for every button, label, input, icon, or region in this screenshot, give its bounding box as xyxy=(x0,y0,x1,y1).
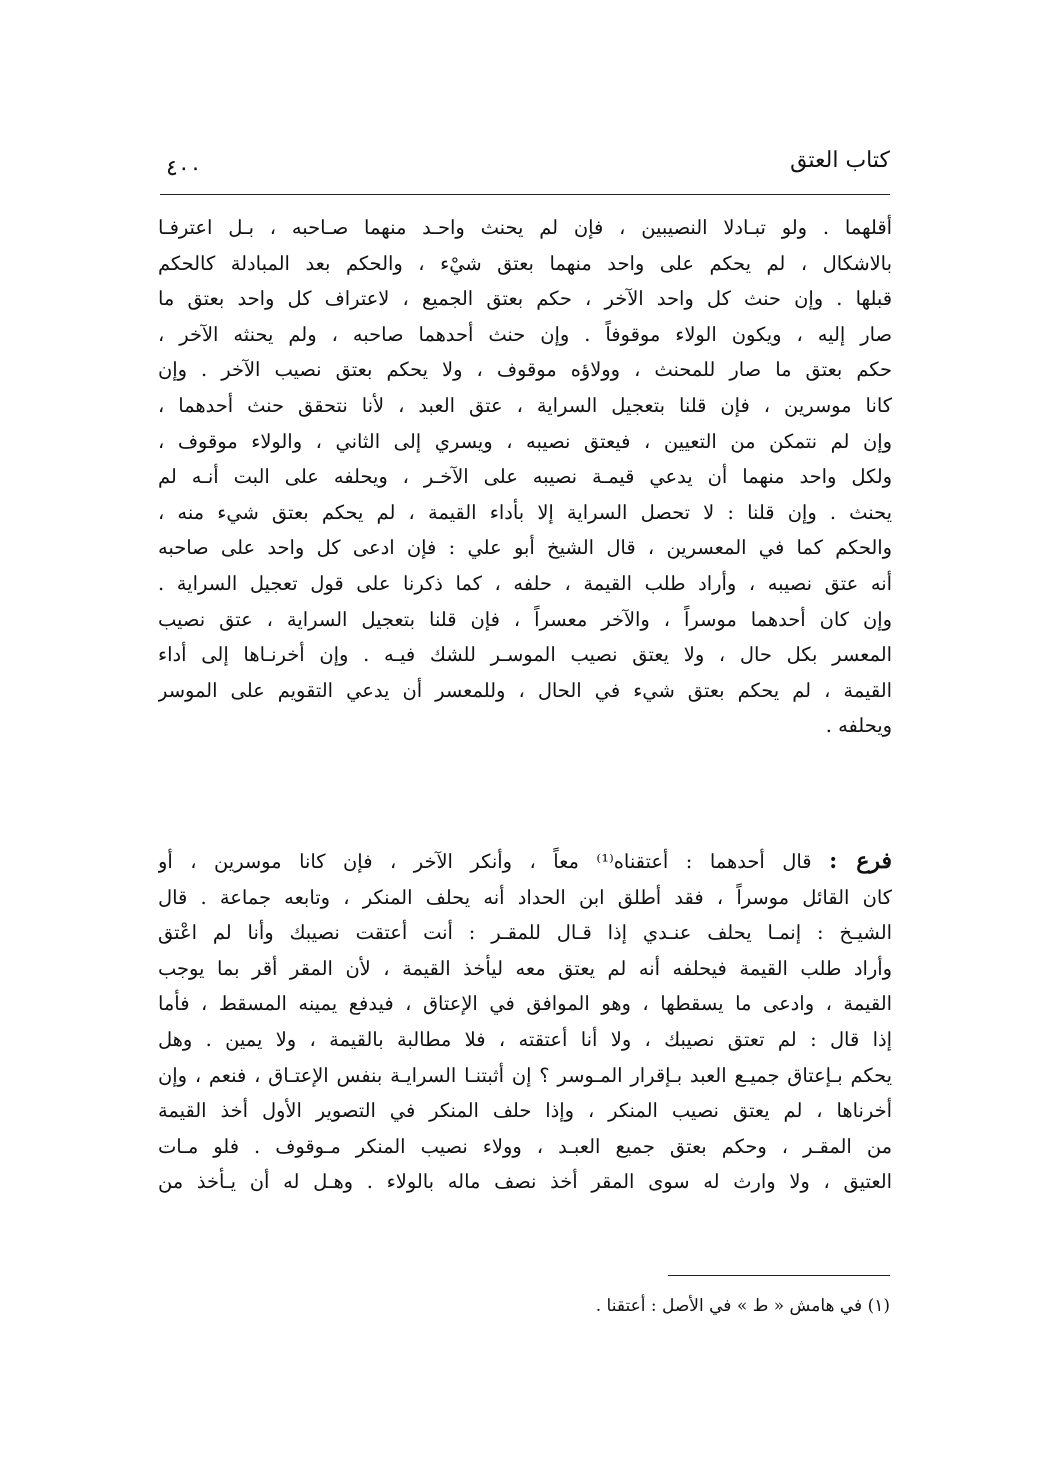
text-line: كانا موسرين ، فإن قلنا بتعجيل السراية ، عتق العبد ، لأنا نتحقق حنث أحدهما ، xyxy=(158,393,892,417)
running-title: كتاب العتق xyxy=(790,148,890,173)
paragraph-1 xyxy=(158,210,892,744)
section-label: فرع : xyxy=(829,848,892,874)
footnote-divider xyxy=(668,1275,890,1276)
text-line: العتيق ، ولا وارث له سوى المقر أخذ نصف ماله بالولاء . وهـل له أن يـأخذ من xyxy=(158,1170,892,1194)
text-line: كان القائل موسراً ، فقد أطلق ابن الحداد أنه يحلف المنكر ، وتابعه جماعة . قال xyxy=(158,885,892,909)
footnote: (١) في هامش « ط » في الأصل : أعتقنا . xyxy=(595,1296,890,1316)
text-line: إذا قال : لم تعتق نصيبك ، ولا أنا أعتقته ، فلا مطالبة بالقيمة ، ولا يمين . وهل xyxy=(158,1027,892,1051)
text-line: حكم بعتق ما صار للمحنث ، وولاؤه موقوف ، ولا يحكم بعتق نصيب الآخر . وإن xyxy=(158,358,892,382)
paragraph-2 xyxy=(158,844,892,1200)
text-line: أقلهما . ولو تبـادلا النصيبين ، فإن لم يحنث واحـد منهما صـاحبه ، بـل اعترفـا xyxy=(158,216,892,239)
text-line: من المقـر ، وحكم بعتق جميع العبـد ، وولاء نصيب المنكر مـوقوف . فلو مـات xyxy=(158,1134,892,1158)
text-line: صار إليه ، ويكون الولاء موقوفاً . وإن حنث أحدهما صاحبه ، ولم يحنثه الآخر ، xyxy=(158,322,892,346)
text-line xyxy=(158,844,892,880)
text-line: المعسر بكل حال ، ولا يعتق نصيب الموسـر للشك فيـه . وإن أخرنـاها إلى أداء xyxy=(158,643,892,667)
text-line: ويحلفه . xyxy=(825,714,892,738)
text-line: أخرناها ، لم يعتق نصيب المنكر ، وإذا حلف المنكر في التصوير الأول أخذ القيمة xyxy=(158,1099,892,1123)
text-line: الشيـخ : إنمـا يحلف عنـدي إذا قـال للمقـر : أنت أعتقت نصيبك وأنا لم اعْتق xyxy=(158,921,892,945)
text-line: يحنث . وإن قلنا : لا تحصل السراية إلا بأداء القيمة ، لم يحكم بعتق شيء منه ، xyxy=(158,500,892,524)
text-line: وإن لم نتمكن من التعيين ، فيعتق نصيبه ، ويسري إلى الثاني ، والولاء موقوف ، xyxy=(158,429,892,453)
text-line: والحكم كما في المعسرين ، قال الشيخ أبو علي : فإن ادعى كل واحد على صاحبه xyxy=(158,536,892,560)
text-line: القيمة ، لم يحكم بعتق شيء في الحال ، وللمعسر أن يدعي التقويم على الموسر xyxy=(158,678,892,702)
text-line: بالاشكال ، لم يحكم على واحد منهما بعتق شيْء ، والحكم بعد المبادلة كالحكم xyxy=(158,251,892,275)
text-line: القيمة ، وادعى ما يسقطها ، وهو الموافق في الإعتاق ، فيدفع يمينه المسقط ، فأما xyxy=(158,992,892,1016)
text-line: ولكل واحد منهما أن يدعي قيمـة نصيبه على الآخـر ، ويحلفه على البت أنـه لم xyxy=(158,465,892,489)
text-line: وأراد طلب القيمة فيحلفه أنه لم يعتق معه ليأخذ القيمة ، لأن المقر أقر بما يوجب xyxy=(158,956,892,980)
header-divider xyxy=(160,194,890,195)
text-line: قبلها . وإن حنث كل واحد الآخر ، حكم بعتق الجميع ، لاعتراف كل واحد بعتق ما xyxy=(158,287,892,311)
text-line-rest: قال أحدهما : أعتقناه⁽¹⁾ معاً ، وأنكر الآخر ، فإن كانا موسرين ، أو xyxy=(158,850,812,873)
text-line: وإن كان أحدهما موسراً ، والآخر معسراً ، فإن قلنا بتعجيل السراية ، عتق نصيب xyxy=(158,607,892,631)
page-number: ٤٠٠ xyxy=(166,156,202,181)
text-line: أنه عتق نصيبه ، وأراد طلب القيمة ، حلفه ، كما ذكرنا على قول تعجيل السراية . xyxy=(158,571,892,595)
text-line: يحكم بـإعتاق جميـع العبد بـإقرار المـوسر ؟ إن أثبتنـا السرايـة بنفس الإعتـاق ، فنعم ، وإن xyxy=(158,1063,892,1087)
